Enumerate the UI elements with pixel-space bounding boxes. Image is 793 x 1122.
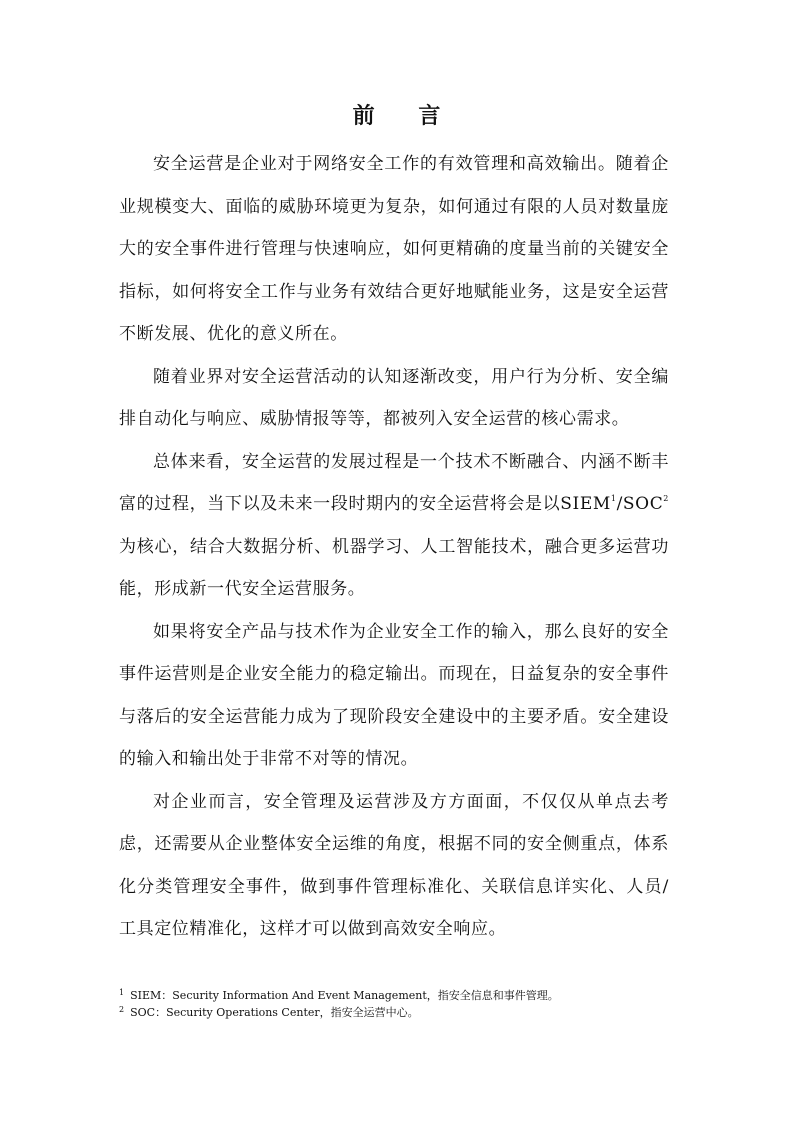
paragraph-3 [119,441,669,611]
footnote-2-text: SOC：Security Operations Center，指安全运营中心。 [130,1006,419,1019]
paragraph-5: 对企业而言，安全管理及运营涉及方方面面，不仅仅从单点去考虑，还需要从企业整体安全运维的角度，根据不同的安全侧重点，体系化分类管理安全事件，做到事件管理标准化、关联信息详实化、人员/工具定位精准化，这样才可以做到高效安全响应。 [119,791,669,939]
footnote-2 [119,1005,679,1022]
paragraph-4: 如果将安全产品与技术作为企业安全工作的输入，那么良好的安全事件运营则是企业安全能力的稳定输出。而现在，日益复杂的安全事件与落后的安全运营能力成为了现阶段安全建设中的主要矛盾。安全建设的输入和输出处于非常不对等的情况。 [119,621,669,769]
footnote-1-text: SIEM：Security Information And Event Management，指安全信息和事件管理。 [130,989,559,1002]
footnote-ref-1[interactable]: 1 [610,494,617,503]
footnote-divider [119,983,329,984]
body-text [119,143,669,951]
footnote-2-mark: 2 [119,1005,125,1014]
footnote-1 [119,988,679,1005]
paragraph-2: 随着业界对安全运营活动的认知逐渐改变，用户行为分析、安全编排自动化与响应、威胁情报等等，都被列入安全运营的核心需求。 [119,366,669,429]
paragraph-1: 安全运营是企业对于网络安全工作的有效管理和高效输出。随着企业规模变大、面临的威胁环境更为复杂，如何通过有限的人员对数量庞大的安全事件进行管理与快速响应，如何更精确的度量当前的关键安全指标，如何将安全工作与业务有效结合更好地赋能业务，这是安全运营不断发展、优化的意义所在。 [119,154,669,344]
paragraph-3-text-before: 总体来看，安全运营的发展过程是一个技术不断融合、内涵不断丰富的过程，当下以及未来一段时期内的安全运营将会是以SIEM [119,451,669,514]
paragraph-3-text-middle: /SOC [616,494,664,514]
footnote-1-mark: 1 [119,988,125,997]
page-title: 前 言 [352,104,459,129]
paragraph-3-text-after: 为核心，结合大数据分析、机器学习、人工智能技术，融合更多运营功能，形成新一代安全运营服务。 [119,536,669,599]
footnote-ref-2[interactable]: 2 [663,494,669,503]
footnotes [119,988,679,1022]
